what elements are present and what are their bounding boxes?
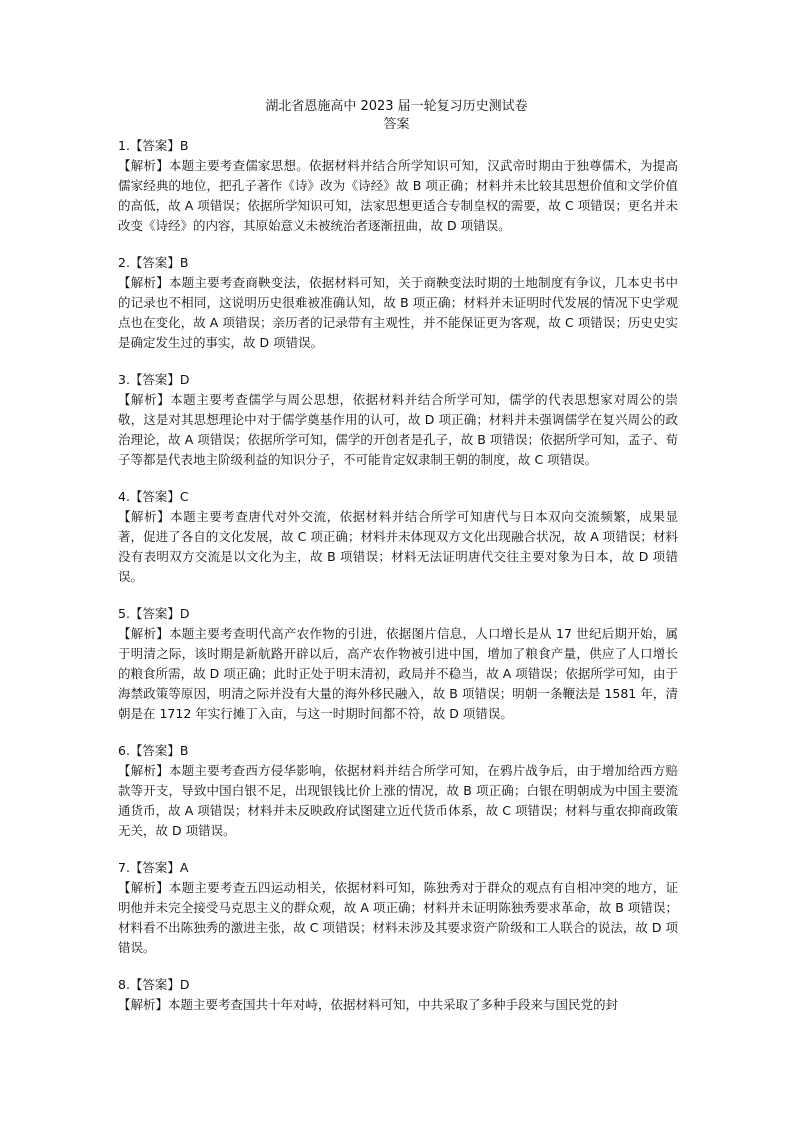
answer-item-1 xyxy=(118,136,678,236)
answer-head: 1.【答案】B xyxy=(118,138,189,153)
answer-head: 3.【答案】D xyxy=(118,372,190,387)
answer-item-3 xyxy=(118,370,678,470)
answer-explanation: 【解析】本题主要考查唐代对外交流，依据材料并结合所学可知唐代与日本双向交流频繁，成果显著，促进了各自的文化发展，故 C 项正确；材料并未体现双方文化出现融合状况，故 A 项错误；材料没有表明双方交流是以文化为主，故 B 项错误；材料无法证明唐代交往主要对象为日本，故 D 项错误。 xyxy=(118,509,678,584)
answer-list xyxy=(118,136,678,1032)
answer-head: 8.【答案】D xyxy=(118,977,190,992)
answer-explanation: 【解析】本题主要考查西方侵华影响，依据材料并结合所学可知，在鸦片战争后，由于增加给西方赔款等开支，导致中国白银不足，出现银钱比价上涨的情况，故 B 项正确；白银在明朝成为中国主要流通货币，故 A 项错误；材料并未反映政府试图建立近代货币体系，故 C 项错误；材料与重农抑商政策无关，故 D 项错误。 xyxy=(118,763,678,838)
answer-explanation: 【解析】本题主要考查儒家思想。依据材料并结合所学知识可知，汉武帝时期由于独尊儒术，为提高儒家经典的地位，把孔子著作《诗》改为《诗经》故 B 项正确；材料并未比较其思想价值和文学价值的高低，故 A 项错误；依据所学知识可知，法家思想更适合专制皇权的需要，故 C 项错误；更名并未改变《诗经》的内容，其原始意义未被统治者逐渐扭曲，故 D 项错误。 xyxy=(118,158,678,233)
answer-item-5 xyxy=(118,604,678,724)
answer-explanation: 【解析】本题主要考查商鞅变法，依据材料可知，关于商鞅变法时期的土地制度有争议，几本史书中的记录也不相同，这说明历史很难被准确认知，故 B 项正确；材料并未证明时代发展的情况下史学观点也在变化，故 A 项错误；亲历者的记录带有主观性，并不能保证更为客观，故 C 项错误；历史史实是确定发生过的事实，故 D 项错误。 xyxy=(118,275,678,350)
answer-head: 5.【答案】D xyxy=(118,606,190,621)
answer-explanation: 【解析】本题主要考查明代高产农作物的引进，依据图片信息，人口增长是从 17 世纪后期开始，属于明清之际，该时期是新航路开辟以后，高产农作物被引进中国，增加了粮食产量，供应了人口增长的粮食所需，故 D 项正确；此时正处于明末清初，政局并不稳当，故 A 项错误；依据所学可知，由于海禁政策等原因，明清之际并没有大量的海外移民融入，故 B 项错误；明朝一条鞭法是 1581 年，清朝是在 1712 年实行摊丁入亩，与这一时期时间都不符，故 D 项错误。 xyxy=(118,626,678,721)
answer-head: 7.【答案】A xyxy=(118,860,189,875)
document-subtitle: 答案 xyxy=(383,117,410,132)
answer-explanation: 【解析】本题主要考查五四运动相关，依据材料可知，陈独秀对于群众的观点有自相冲突的地方，证明他并未完全接受马克思主义的群众观，故 A 项正确；材料并未证明陈独秀要求革命，故 B 项错误；材料看不出陈独秀的激进主张，故 C 项错误；材料未涉及其要求资产阶级和工人联合的说法，故 D 项错误。 xyxy=(118,880,678,955)
answer-head: 4.【答案】C xyxy=(118,489,189,504)
answer-head: 2.【答案】B xyxy=(118,255,189,270)
answer-explanation: 【解析】本题主要考查儒学与周公思想，依据材料并结合所学可知，儒学的代表思想家对周公的崇敬，这是对其思想理论中对于儒学奠基作用的认可，故 D 项正确；材料并未强调儒学在复兴周公的政治理论，故 A 项错误；依据所学可知，儒学的开创者是孔子，故 B 项错误；依据所学可知，孟子、荀子等都是代表地主阶级利益的知识分子，不可能肯定奴隶制王朝的制度，故 C 项错误。 xyxy=(118,392,678,467)
answer-explanation: 【解析】本题主要考查国共十年对峙，依据材料可知，中共采取了多种手段来与国民党的封 xyxy=(118,997,619,1012)
answer-item-7 xyxy=(118,858,678,958)
document-title: 湖北省恩施高中 2023 届一轮复习历史测试卷 xyxy=(265,99,528,114)
answer-item-6 xyxy=(118,741,678,841)
answer-item-4 xyxy=(118,487,678,587)
answer-item-8 xyxy=(118,975,678,1015)
answer-head: 6.【答案】B xyxy=(118,743,189,758)
answer-item-2 xyxy=(118,253,678,353)
